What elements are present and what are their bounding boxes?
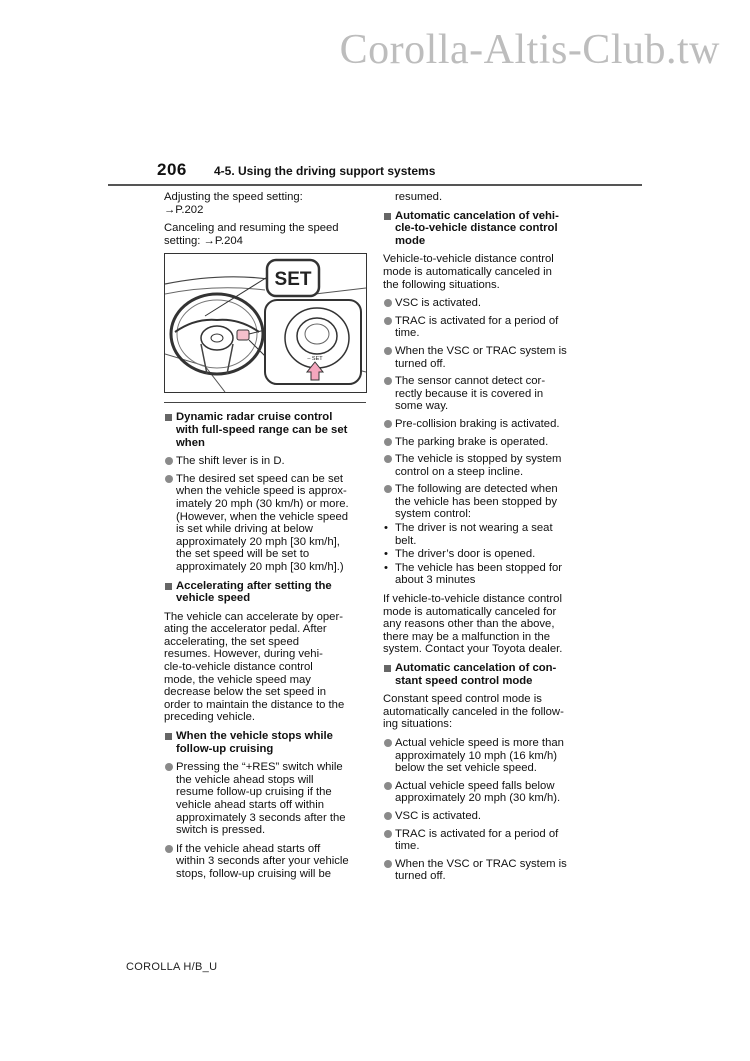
text-line: The driver’s door is opened. xyxy=(395,548,536,561)
page-number: 206 xyxy=(157,160,187,179)
bullet-item xyxy=(164,473,366,574)
bullet-item xyxy=(383,345,589,370)
bullet-item xyxy=(383,375,589,413)
text-line: Accelerating after setting the xyxy=(176,579,332,592)
bullet-item xyxy=(383,418,589,431)
steering-wheel-illustration xyxy=(164,253,367,393)
watermark: Corolla-Altis-Club.tw xyxy=(339,27,720,73)
bullet-item xyxy=(164,843,366,881)
text-line: automatically canceled in the follow- xyxy=(383,705,564,718)
text-line: (However, when the vehicle speed xyxy=(176,510,349,523)
text-line: mode is automatically canceled for xyxy=(383,605,557,618)
text-line: mode, the vehicle speed may xyxy=(164,673,311,686)
text-line: time. xyxy=(395,840,420,853)
bullet-item xyxy=(383,483,589,521)
text-line: mode xyxy=(395,234,426,247)
text-line: resumes. However, during vehi- xyxy=(164,648,323,661)
text-line: imately 20 mph (30 km/h) or more. xyxy=(176,497,349,510)
text-line: the set speed will be set to xyxy=(176,548,310,561)
text-line: mode is automatically canceled in xyxy=(383,265,552,278)
text-line: approximately 10 mph (16 km/h) xyxy=(395,749,557,762)
set-button-label: – SET xyxy=(307,356,323,363)
text-line: stops, follow-up cruising will be xyxy=(176,867,332,880)
text-line: with full-speed range can be set xyxy=(176,423,348,436)
text-line: the vehicle has been stopped by xyxy=(395,495,558,508)
text-line: when xyxy=(176,436,205,449)
paragraph xyxy=(383,253,589,291)
text-line: approximately 20 mph [30 km/h].) xyxy=(176,560,344,573)
text-line: Dynamic radar cruise control xyxy=(176,411,333,424)
bullet-item xyxy=(383,315,589,340)
text-line: The sensor cannot detect cor- xyxy=(395,375,546,388)
text-line: The desired set speed can be set xyxy=(176,472,344,485)
text-line: approximately 20 mph (30 km/h). xyxy=(395,792,561,805)
text-line: any reasons other than the above, xyxy=(383,618,555,631)
text-line: control on a steep incline. xyxy=(395,465,524,478)
set-callout-label: SET xyxy=(274,269,312,291)
text-line: resume follow-up cruising if the xyxy=(176,786,332,799)
cancel-resume-ref xyxy=(164,222,366,247)
text-line: turned off. xyxy=(395,357,446,370)
sub-bullet-item xyxy=(383,522,589,547)
section-heading xyxy=(164,730,366,755)
text-line: stant speed control mode xyxy=(395,674,533,687)
text-line: Actual vehicle speed is more than xyxy=(395,736,564,749)
text-line: when the vehicle speed is approx- xyxy=(176,485,347,498)
text-line: is set while driving at below xyxy=(176,523,313,536)
text-line: The following are detected when xyxy=(395,483,558,496)
text-line: ating the accelerator pedal. After xyxy=(164,623,327,636)
bullet-item xyxy=(383,828,589,853)
highlighted-switch xyxy=(237,330,249,340)
text-line: If vehicle-to-vehicle distance control xyxy=(383,593,562,606)
left-column xyxy=(164,191,366,886)
text-line: Constant speed control mode is xyxy=(383,693,542,706)
text-line: cle-to-vehicle distance control xyxy=(395,222,558,235)
text-line: TRAC is activated for a period of xyxy=(395,314,559,327)
text-line: preceding vehicle. xyxy=(164,711,256,724)
text-line: switch is pressed. xyxy=(176,824,266,837)
text-line: The shift lever is in D. xyxy=(176,455,285,468)
text-line: The parking brake is operated. xyxy=(395,435,549,448)
bullet-item xyxy=(164,761,366,837)
bullet-item xyxy=(383,780,589,805)
continued-text xyxy=(395,191,589,204)
page-header xyxy=(108,160,642,186)
text-line: ing situations: xyxy=(383,718,453,731)
text-line: some way. xyxy=(395,400,449,413)
bullet-item xyxy=(164,455,366,468)
section-heading xyxy=(164,580,366,605)
paragraph xyxy=(164,611,366,724)
figure-divider xyxy=(164,402,366,403)
bullet-item xyxy=(383,858,589,883)
text-line: turned off. xyxy=(395,870,446,883)
text-line: below the set vehicle speed. xyxy=(395,762,537,775)
text-line: When the VSC or TRAC system is xyxy=(395,857,567,870)
bullet-item xyxy=(383,436,589,449)
text-line: cle-to-vehicle distance control xyxy=(164,661,313,674)
text-line: system. Contact your Toyota dealer. xyxy=(383,643,563,656)
text-line: within 3 seconds after your vehicle xyxy=(176,855,349,868)
text-line: order to maintain the distance to the xyxy=(164,698,345,711)
text-line: approximately 20 mph [30 km/h], xyxy=(176,535,340,548)
text-line: vehicle ahead starts off within xyxy=(176,799,324,811)
section-heading xyxy=(383,210,589,248)
speed-setting-ref xyxy=(164,191,366,216)
text-line: there may be a malfunction in the xyxy=(383,630,551,643)
text-line: decrease below the set speed in xyxy=(164,686,327,699)
text-line: system control: xyxy=(395,508,471,521)
text-line: about 3 minutes xyxy=(395,574,476,587)
text-line: resumed. xyxy=(395,191,443,203)
text-line: Adjusting the speed setting: xyxy=(164,191,303,203)
text-line: accelerating, the set speed xyxy=(164,635,300,648)
text-line: Vehicle-to-vehicle distance control xyxy=(383,253,554,266)
text-line: belt. xyxy=(395,534,417,547)
sub-bullet-item xyxy=(383,562,589,587)
text-line: The driver is not wearing a seat xyxy=(395,522,553,535)
text-line: rectly because it is covered in xyxy=(395,387,544,400)
text-line: setting: →P.204 xyxy=(164,234,243,247)
text-line: The vehicle is stopped by system xyxy=(395,453,562,466)
text-line: VSC is activated. xyxy=(395,297,482,310)
section-title: 4-5. Using the driving support systems xyxy=(214,164,436,178)
text-line: follow-up cruising xyxy=(176,742,274,755)
text-line: Automatic cancelation of con- xyxy=(395,662,557,674)
text-line: VSC is activated. xyxy=(395,809,482,822)
paragraph xyxy=(383,593,589,656)
section-heading xyxy=(383,662,589,687)
paragraph xyxy=(383,693,589,731)
text-line: Pressing the “+RES” switch while xyxy=(176,761,343,774)
bullet-item xyxy=(383,297,589,310)
text-line: Actual vehicle speed falls below xyxy=(395,779,555,792)
footer-code: COROLLA H/B_U xyxy=(126,961,218,973)
text-line: vehicle speed xyxy=(176,592,251,605)
bullet-item xyxy=(383,737,589,775)
text-line: →P.202 xyxy=(164,203,204,216)
text-line: Canceling and resuming the speed xyxy=(164,222,339,235)
sub-bullet-item xyxy=(383,548,589,561)
text-line: When the vehicle stops while xyxy=(176,730,333,743)
bullet-item xyxy=(383,810,589,823)
text-line: If the vehicle ahead starts off xyxy=(176,842,321,855)
text-line: Pre-collision braking is activated. xyxy=(395,417,560,430)
text-line: The vehicle can accelerate by oper- xyxy=(164,610,343,623)
text-line: Automatic cancelation of vehi- xyxy=(395,209,559,222)
bullet-item xyxy=(383,453,589,478)
text-line: time. xyxy=(395,327,420,340)
text-line: the following situations. xyxy=(383,278,500,291)
text-line: approximately 3 seconds after the xyxy=(176,811,346,824)
text-line: TRAC is activated for a period of xyxy=(395,827,559,840)
text-line: The vehicle has been stopped for xyxy=(395,561,563,574)
section-heading xyxy=(164,411,366,449)
right-column xyxy=(383,191,589,888)
text-line: When the VSC or TRAC system is xyxy=(395,344,567,357)
text-line: the vehicle ahead stops will xyxy=(176,773,314,786)
